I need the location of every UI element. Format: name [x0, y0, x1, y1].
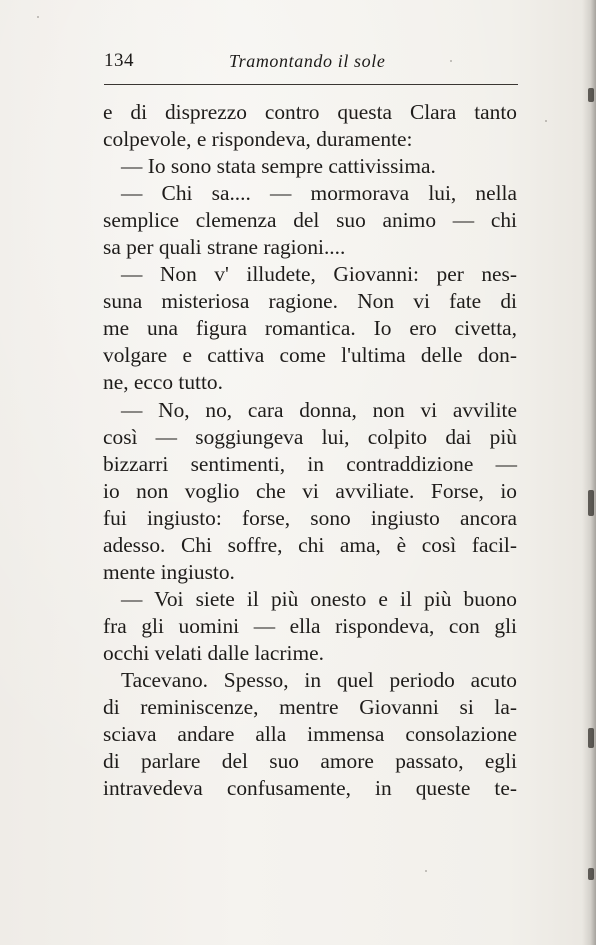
running-title: Tramontando il sole [229, 51, 386, 71]
text-line: suna misteriosa ragione. Non vi fate di [103, 289, 517, 314]
text-line: e di disprezzo contro questa Clara tanto [103, 100, 517, 124]
text-line: io non voglio che vi avviliate. Forse, io [103, 478, 517, 503]
text-line: sciava andare alla immensa consolazione [103, 722, 517, 747]
paper-speck [450, 60, 452, 62]
text-line: me una figura romantica. Io ero civetta, [103, 316, 517, 341]
text-line: — Io sono stata sempre cattivissima. [121, 154, 436, 179]
text-line: fra gli uomini — ella rispondeva, con gli [103, 613, 517, 638]
edge-mark [588, 490, 594, 516]
text-line: ne, ecco tutto. [103, 370, 223, 395]
paper-speck [425, 870, 427, 872]
text-line: bizzarri sentimenti, in contraddizione — [103, 451, 517, 476]
edge-mark [588, 88, 594, 102]
text-line: sa per quali strane ragioni.... [103, 235, 346, 260]
text-line: — Chi sa.... — mormorava lui, nella [121, 181, 517, 206]
edge-mark [588, 868, 594, 880]
text-line: adesso. Chi soffre, chi ama, è così facil- [103, 532, 517, 557]
paper-speck [37, 16, 39, 18]
text-line: Tacevano. Spesso, in quel periodo acuto [121, 667, 517, 692]
text-line: colpevole, e rispondeva, duramente: [103, 127, 413, 152]
text-line: — No, no, cara donna, non vi avvilite [121, 397, 517, 422]
text-line: fui ingiusto: forse, sono ingiusto ancora [103, 505, 517, 530]
text-line: così — soggiungeva lui, colpito dai più [103, 424, 517, 449]
text-line: di reminiscenze, mentre Giovanni si la- [103, 695, 517, 720]
text-line: volgare e cattiva come l'ultima delle don- [103, 343, 517, 368]
text-line: mente ingiusto. [103, 559, 235, 584]
paper-speck [545, 120, 547, 122]
page-edge-shadow [582, 0, 596, 945]
text-line: — Non v' illudete, Giovanni: per nes- [121, 262, 517, 287]
text-line: — Voi siete il più onesto e il più buono [121, 586, 517, 611]
running-head [104, 44, 518, 80]
text-line: intravedeva confusamente, in queste te- [103, 776, 517, 801]
text-line: occhi velati dalle lacrime. [103, 640, 324, 665]
header-rule [104, 84, 518, 85]
text-line: di parlare del suo amore passato, egli [103, 749, 517, 774]
text-line: semplice clemenza del suo animo — chi [103, 208, 517, 233]
page-number: 134 [104, 50, 134, 71]
edge-mark [588, 728, 594, 748]
body-text [103, 99, 517, 802]
